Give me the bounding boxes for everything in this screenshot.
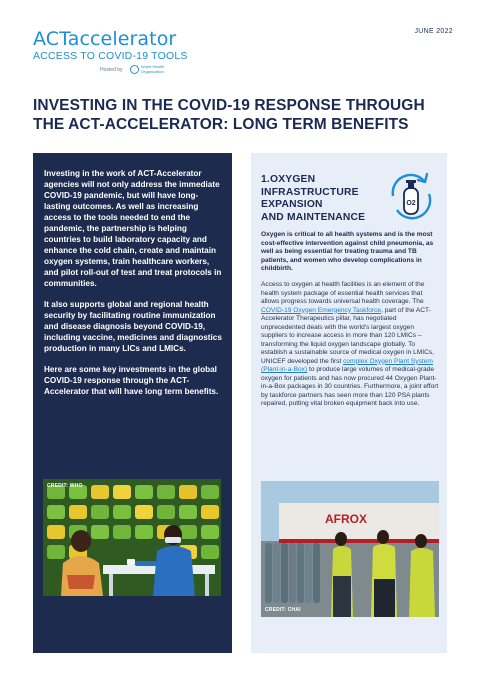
section-lead-text: Oxygen is critical to all health systems and is the most cost-effective intervention against child pneumonia, as well as being essential for treating trauma and TB patients, and women who develop complications in childbirth. — [261, 231, 434, 273]
intro-text — [44, 168, 224, 407]
oxygen-truck-illustration — [261, 481, 439, 617]
truck-sign-text: AFROX — [325, 512, 367, 526]
section-heading-line-2: INFRASTRUCTURE — [261, 186, 359, 198]
who-emblem-icon — [130, 65, 139, 74]
page-title — [33, 96, 453, 134]
section-heading — [261, 174, 386, 224]
oxygen-plant-system-link[interactable]: complex Oxygen Plant System (Plant-in-a-Box) — [261, 357, 433, 373]
who-name: World Health Organization — [141, 64, 165, 74]
intro-panel — [33, 153, 232, 653]
intro-paragraph-2: It also supports global and regional health security by facilitating routine immunization and disease diagnosis beyond COVID-19, including vaccine, medicines and diagnostics production in many LICs and LMICs. — [44, 300, 222, 353]
oxygen-icon-label: O2 — [406, 200, 416, 207]
oxygen-icon-graphic — [389, 170, 434, 222]
healthcare-worker-photo — [43, 479, 221, 596]
logo-subtitle: ACCESS TO COVID-19 TOOLS — [33, 50, 188, 62]
body-text-part-3: to produce large volumes of medical-grade oxygen for patients and has now procured 44 Oxygen Plant-in-a-Box packages in 30 countries. Furthermore, a joint effort by taskforce partners has seen more than 120 PSA plants repaired, putting vital broken equipment back into use. — [261, 366, 439, 407]
oxygen-section-panel — [251, 153, 447, 653]
page-title-line-1: INVESTING IN THE COVID-19 RESPONSE THROUGH — [33, 97, 425, 114]
header — [33, 28, 453, 88]
section-heading-line-1: 1.OXYGEN — [261, 174, 316, 185]
stadium-seats-illustration — [43, 479, 221, 596]
photo-credit: CREDIT: CHAI — [265, 607, 301, 613]
publication-date: JUNE 2022 — [414, 28, 453, 35]
logo-accelerator-text: accelerator — [67, 28, 177, 50]
body-text-part-1: Access to oxygen at health facilities is an element of the health system package of essential health services that allows progress towards universal health coverage. The — [261, 281, 425, 305]
section-body-text — [261, 281, 439, 409]
section-heading-line-4: AND MAINTENANCE — [261, 211, 366, 223]
body-text-part-2: , part of the ACT-Accelerator Therapeutics pillar, has negotiated unprecedented deals with the world's largest oxygen suppliers to increase access in more than 120 LMICs – transforming the liquid oxygen landscape globally. To establish a sustainable source of medical oxygen in LMICs, UNICEF developed the first — [261, 306, 434, 365]
photo-credit: CREDIT: WHO — [47, 483, 83, 489]
act-accelerator-logo — [33, 28, 176, 50]
oxygen-taskforce-link[interactable]: COVID-19 Oxygen Emergency Taskforce — [261, 306, 382, 314]
page-title-line-2: THE ACT-ACCELERATOR: LONG TERM BENEFITS — [33, 116, 409, 133]
oxygen-tank-icon — [389, 170, 434, 222]
intro-paragraph-1: Investing in the work of ACT-Accelerator agencies will not only address the immediate COVID-19 pandemic, but will have long-lasting outcomes. As well as increasing access to the tools needed to end the pandemic, the partnership is helping countries to build laboratory capacity and enhance the cold chain, create and maintain oxygen systems, train healthcare workers, and pilot roll-out of test and treat protocols in communities. — [44, 169, 222, 288]
logo-act-text: ACT — [33, 28, 68, 50]
oxygen-cylinders-photo — [261, 481, 439, 617]
intro-paragraph-3: Here are some key investments in the global COVID-19 response through the ACT-Accelerator that will have long term benefits. — [44, 365, 219, 396]
section-heading-line-3: EXPANSION — [261, 199, 323, 210]
hosted-by-label: Hosted by — [100, 67, 123, 73]
